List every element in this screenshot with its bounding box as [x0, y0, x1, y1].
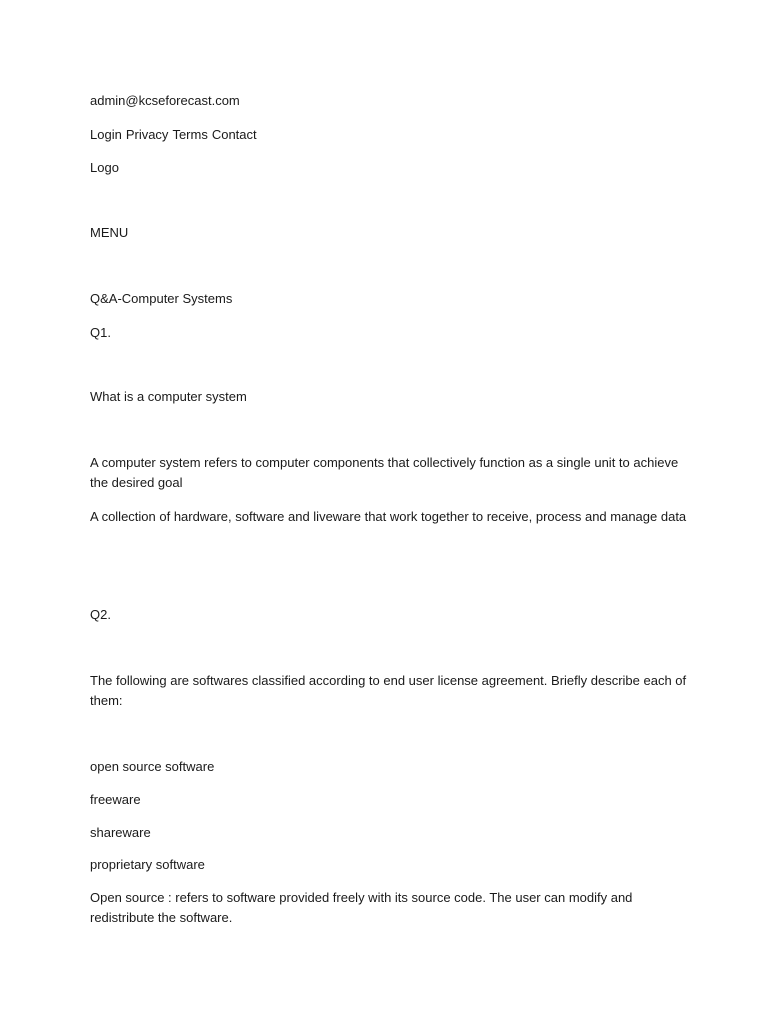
q1-answer-2: A collection of hardware, software and liveware that work together to receive, process and manage data — [90, 509, 687, 524]
top-nav — [90, 125, 690, 145]
q2-question: The following are softwares classified according to end user license agreement. Briefly describe each of them: — [90, 673, 687, 708]
login-link[interactable]: Login — [90, 127, 122, 142]
q2-item-proprietary: proprietary software — [90, 857, 205, 872]
logo[interactable]: Logo — [90, 160, 119, 175]
q1-label: Q1. — [90, 325, 111, 340]
q2-answer-open-source: Open source : refers to software provided freely with its source code. The user can modify and redistribute the software. — [90, 890, 633, 925]
menu-button[interactable]: MENU — [90, 225, 129, 240]
email-link[interactable]: admin@kcseforecast.com — [90, 93, 240, 108]
q2-item-shareware: shareware — [90, 825, 151, 840]
q2-item-freeware: freeware — [90, 792, 141, 807]
q2-label: Q2. — [90, 607, 111, 622]
q2-item-open-source: open source software — [90, 759, 215, 774]
privacy-link[interactable]: Privacy — [125, 127, 169, 142]
page-title: Q&A-Computer Systems — [90, 291, 233, 306]
terms-link[interactable]: Terms — [172, 127, 208, 142]
q1-question: What is a computer system — [90, 389, 247, 404]
contact-link[interactable]: Contact — [211, 127, 257, 142]
q1-answer-1: A computer system refers to computer components that collectively function as a single unit to achieve the desired goal — [90, 455, 679, 490]
